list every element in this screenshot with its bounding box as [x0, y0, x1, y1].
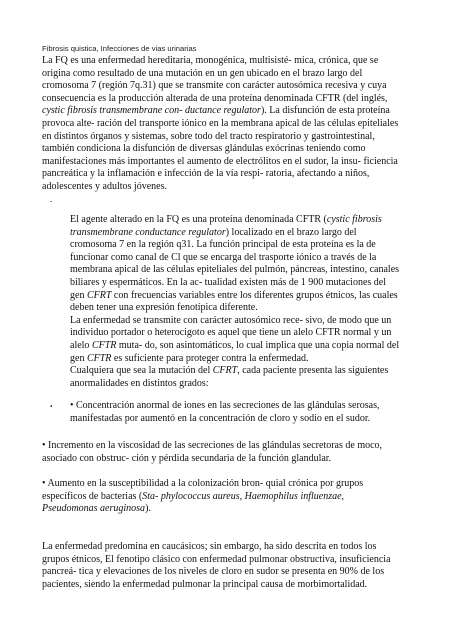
text-line: pacientes, siendo la enfermedad pulmonar la principal causa de morbimortalidad.	[42, 578, 368, 590]
text-line: • Aumento en la susceptibilidad a la colonización bron- quial crónica por grupos	[42, 478, 364, 489]
text-line: anormalidades en distintos grados:	[70, 377, 209, 389]
italic-term: transmembrane conductance regulator	[70, 226, 226, 238]
document-header: Fibrosis quistica, Infecciones de vias urinarias	[42, 44, 197, 53]
text-line: La enfermedad predomina en caucásicos; sin embargo, ha sido descrita en todos los	[42, 541, 377, 552]
text-line: origina como resultado de una mutación en un gen ubicado en el brazo largo del	[42, 67, 363, 79]
text-line: membrana apical de las células epiteliales del pulmón, páncreas, intestino, canales	[70, 264, 400, 276]
text-line: consecuencia es la producción alterada de una proteína denominada CFTR (del inglés,	[42, 92, 388, 104]
text-line: biliares y espermáticos. En la ac- tualidad existen más de 1 900 mutaciones del	[70, 276, 387, 288]
italic-term: Sta- phylococcus aureus, Haemophilus influenzae,	[142, 490, 345, 502]
text-fragment: específicos de bacterias (	[42, 490, 143, 502]
bullet-item-ions	[70, 400, 430, 425]
text-fragment: es suficiente para proteger contra la enfermedad.	[111, 352, 309, 364]
text-line: pancreá- tica y elevaciones de los niveles de cloro en sudor se presenta en 90% de los	[42, 566, 385, 578]
intro-paragraph	[42, 55, 437, 194]
agent-paragraph	[70, 214, 435, 390]
text-fragment: gen	[70, 352, 87, 364]
italic-term: CFTR	[91, 339, 117, 351]
text-line: en distintos órganos y sistemas, sobre todo del tracto respiratorio y gastrointestinal,	[42, 130, 375, 142]
text-line: manifestadas por aumentó en la concentración de cloro y sodio en el sudor.	[70, 412, 371, 424]
text-fragment: , cada paciente presenta las siguientes	[237, 365, 389, 377]
italic-term: CFRT	[86, 289, 112, 301]
text-line: adolescentes y adultos jóvenes.	[42, 180, 167, 192]
italic-term: CFTR	[86, 352, 112, 364]
italic-term: cystic fibrosis transmembrane con- ductance regulator	[42, 105, 261, 117]
text-line: • Concentración anormal de iones en las secreciones de las glándulas serosas,	[70, 400, 380, 411]
italic-term: cystic fibrosis	[326, 214, 382, 225]
text-fragment: ) localizado en el brazo largo del	[225, 226, 357, 238]
text-fragment: ).	[145, 503, 151, 515]
text-line	[42, 503, 437, 516]
text-line: individuo portador o heterocigoto es aquel que tiene un alelo CFTR normal y un	[70, 327, 392, 339]
text-fragment: ). La disfunción de esta proteína	[260, 105, 390, 117]
text-fragment: alelo	[70, 339, 92, 351]
text-fragment: con frecuencias variables entre los diferentes grupos étnicos, las cuales	[111, 289, 398, 301]
italic-term: CFRT	[212, 365, 238, 377]
stray-dot: .	[50, 194, 53, 204]
text-fragment: El agente alterado en la FQ es una proteína denominada CFTR (	[70, 214, 327, 225]
text-line	[70, 214, 435, 227]
text-line: • Incremento en la viscosidad de las secreciones de las glándulas secretoras de moco,	[42, 440, 383, 451]
stray-dot: .	[50, 399, 53, 410]
text-line: La FQ es una enfermedad hereditaria, monogénica, multisisté- mica, crónica, que se	[42, 55, 379, 66]
text-line: cromosoma 7 (región 7q.31) que se transmite con carácter autosómica recesiva y cuya	[42, 80, 387, 92]
text-line	[70, 290, 435, 303]
text-line: pancreática y la inflamación e infección de la vía respi- ratoria, afectando a niños,	[42, 168, 370, 180]
text-line: La enfermedad se transmite con carácter autosómico rece- sivo, de modo que un	[70, 314, 392, 326]
text-line: también condiciona la disfunción de diversas glándulas exócrinas teniendo como	[42, 143, 366, 155]
text-fragment: Cualquiera que sea la mutación del	[70, 365, 213, 377]
text-fragment: muta- do, son asintomáticos, lo cual implica que una copia normal del	[116, 339, 400, 351]
text-fragment: gen	[70, 289, 87, 301]
text-line	[70, 227, 435, 240]
text-line: asociado con obstruc- ción y pérdida secundaria de la función glandular.	[42, 452, 332, 464]
text-line: grupos étnicos, El fenotipo clásico con enfermedad pulmonar obstructiva, insuficiencia	[42, 553, 391, 565]
text-line: provoca alte- ración del transporte iónico en la membrana apical de las células epiteliales	[42, 117, 399, 129]
bullet-item-bacteria	[42, 478, 437, 516]
text-line: manifestaciones más importantes el aumento de electrólitos en el sudor, la insu- ficiencia	[42, 155, 398, 167]
bullet-item-viscosity	[42, 440, 437, 465]
text-line: funcionar como canal de Cl que se encarga del trasporte iónico a través de la	[70, 251, 377, 263]
text-line	[70, 365, 435, 378]
text-line	[70, 353, 435, 366]
text-line	[42, 491, 437, 504]
text-line: cromosoma 7 en la región q31. La función principal de esta proteína es la de	[70, 239, 376, 251]
text-line	[42, 105, 437, 118]
closing-paragraph	[42, 541, 437, 591]
text-line: deben tener una expresión fenotípica diferente.	[70, 302, 258, 314]
italic-term: Pseudomonas aeruginosa	[42, 503, 146, 515]
text-line	[70, 340, 435, 353]
